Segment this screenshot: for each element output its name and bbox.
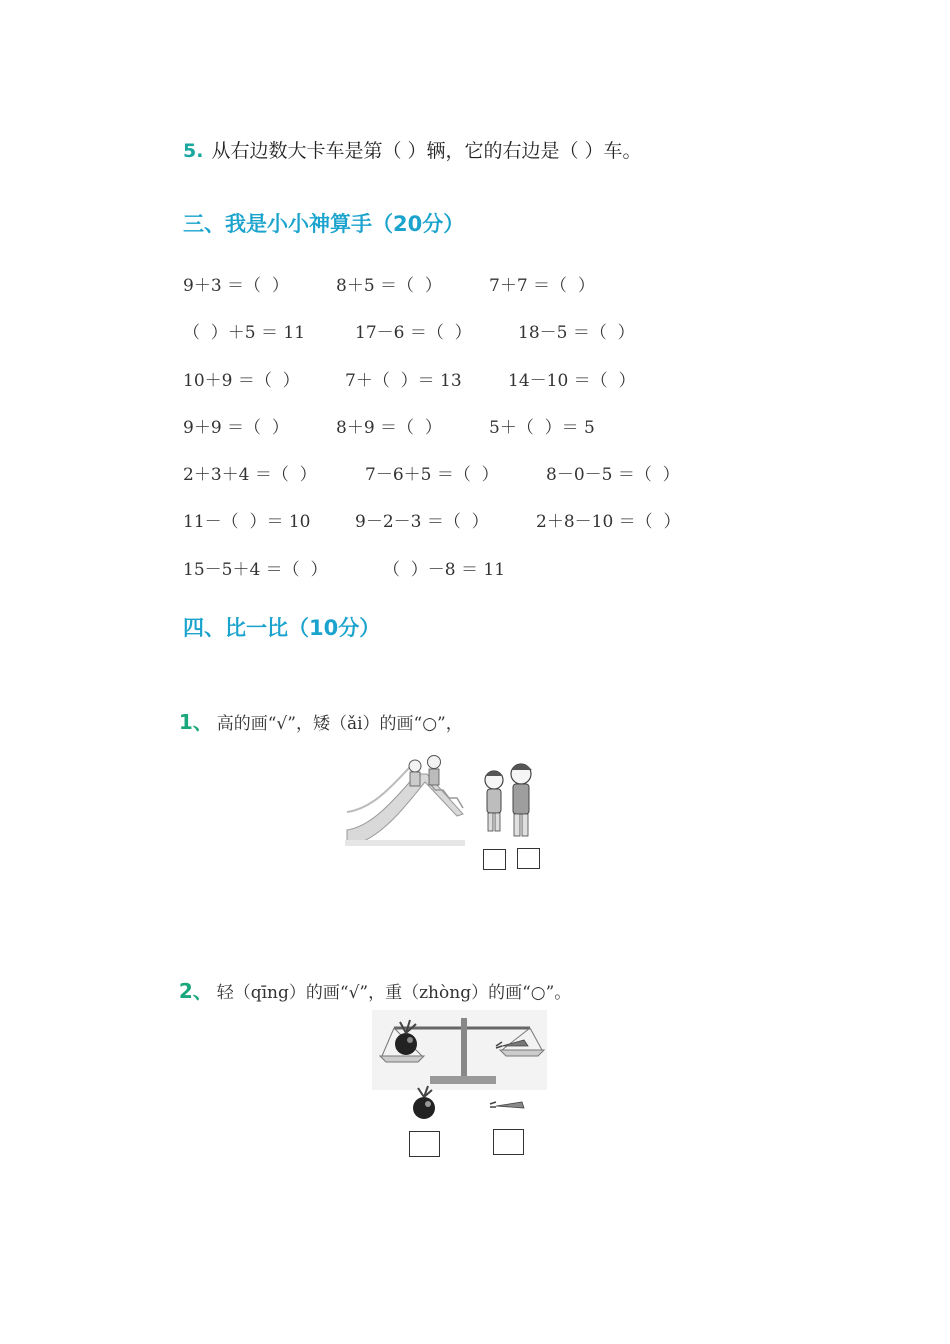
equation: 15－5＋4 ＝（ ） bbox=[183, 560, 328, 580]
answer-box-carrot[interactable] bbox=[493, 1129, 524, 1155]
slide-illustration bbox=[345, 752, 550, 902]
equation: 7－6＋5 ＝（ ） bbox=[365, 465, 499, 485]
question-text: 高的画“√”，矮（ǎi）的画“○”， bbox=[216, 714, 463, 734]
equation: 2＋3＋4 ＝（ ） bbox=[183, 465, 317, 485]
section-3-title: 三、我是小小神算手（20分） bbox=[183, 212, 465, 236]
equation: 5＋（ ）＝ 5 bbox=[489, 418, 595, 438]
equation: 9－2－3 ＝（ ） bbox=[355, 512, 489, 532]
equation: 7＋（ ）＝ 13 bbox=[345, 371, 462, 391]
question-number: 1、 bbox=[178, 710, 213, 734]
answer-box-tall-kid[interactable] bbox=[517, 848, 540, 869]
question-number: 5. bbox=[183, 140, 204, 162]
subquestion-2 bbox=[168, 955, 571, 1004]
balance-scale-illustration bbox=[372, 1010, 547, 1125]
equation: 10＋9 ＝（ ） bbox=[183, 371, 300, 391]
tall-kid-figure bbox=[511, 764, 532, 836]
question-number: 2、 bbox=[178, 979, 213, 1003]
answer-box-short-kid[interactable] bbox=[483, 849, 506, 870]
question-5 bbox=[183, 136, 642, 163]
equation: 2＋8－10 ＝（ ） bbox=[536, 512, 681, 532]
subquestion-1 bbox=[168, 686, 463, 735]
equation: （ ）＋5 ＝ 11 bbox=[183, 323, 306, 343]
equation: （ ）－8 ＝ 11 bbox=[383, 560, 506, 580]
equation: 8＋9 ＝（ ） bbox=[336, 418, 442, 438]
radish-figure bbox=[413, 1086, 435, 1119]
question-text: 从右边数大卡车是第（ ）辆，它的右边是（ ）车。 bbox=[211, 140, 642, 162]
equation: 11－（ ）＝ 10 bbox=[183, 512, 311, 532]
equation: 18－5 ＝（ ） bbox=[518, 323, 635, 343]
carrot-figure bbox=[490, 1102, 524, 1108]
question-text: 轻（qīng）的画“√”，重（zhòng）的画“○”。 bbox=[216, 983, 572, 1003]
equation: 14－10 ＝（ ） bbox=[508, 371, 636, 391]
section-4-title: 四、比一比（10分） bbox=[183, 616, 381, 640]
equation: 17－6 ＝（ ） bbox=[355, 323, 472, 343]
equation: 9＋3 ＝（ ） bbox=[183, 276, 289, 296]
equation: 7＋7 ＝（ ） bbox=[489, 276, 595, 296]
short-kid-figure bbox=[485, 771, 503, 831]
equation: 8＋5 ＝（ ） bbox=[336, 276, 442, 296]
equation: 9＋9 ＝（ ） bbox=[183, 418, 289, 438]
answer-box-radish[interactable] bbox=[409, 1131, 440, 1157]
equation: 8－0－5 ＝（ ） bbox=[546, 465, 680, 485]
